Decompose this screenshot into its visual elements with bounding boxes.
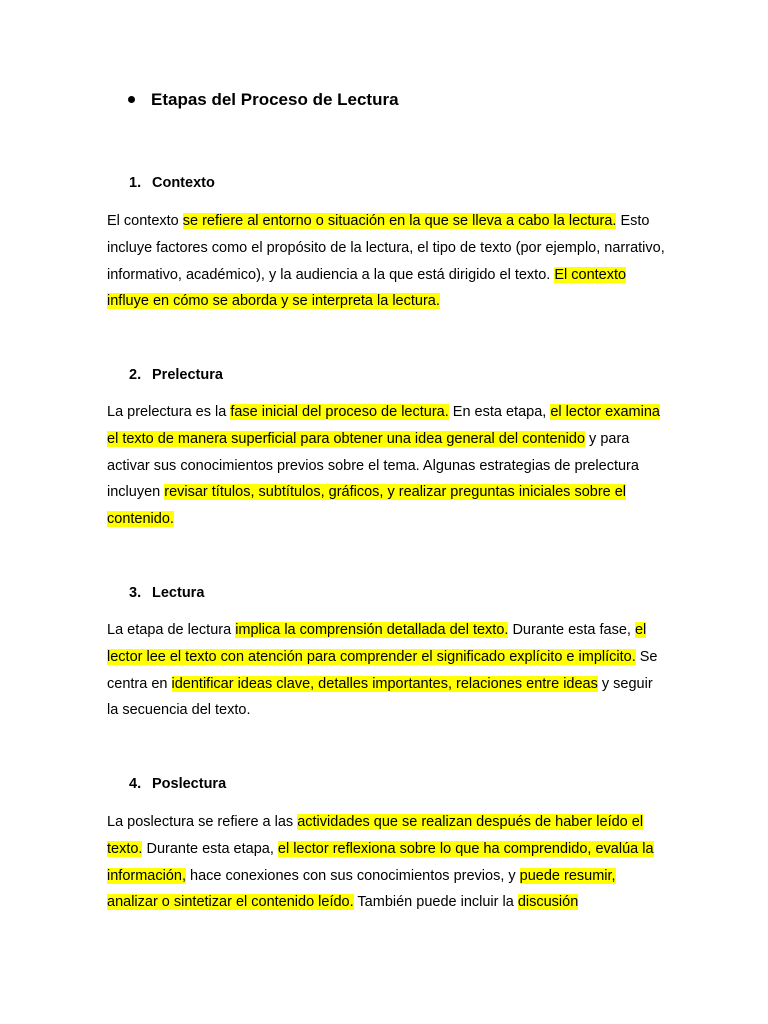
section-number: 4. [129,776,142,792]
section-paragraph [107,809,667,916]
paragraph-text: y para activar sus conocimientos previos sobre el tema. Algunas estrategias de prelectura incluyen [107,430,639,501]
paragraph-text: Se centra en [107,648,658,692]
paragraph-text: El contexto [107,213,183,229]
paragraph-text: La poslectura se refiere a las [107,814,298,830]
highlighted-text: El contexto influye en cómo se aborda y se interpreta la lectura. [107,266,627,310]
highlighted-text: fase inicial del proceso de lectura. [230,404,449,420]
bullet-icon [128,96,135,103]
section-heading [129,367,223,383]
paragraph-text: La prelectura es la [107,404,231,420]
section-paragraph [107,617,667,724]
paragraph-text: Esto incluye factores como el propósito de la lectura, el tipo de texto (por ejemplo, narrativo, informativo, académico), y la audiencia a la que está dirigido el texto. [107,213,665,283]
section-heading [129,585,204,601]
paragraph-text: La etapa de lectura [107,622,236,638]
highlighted-text: puede resumir, analizar o sintetizar el contenido leído. [107,867,616,911]
section-paragraph [107,399,667,533]
highlighted-text: el lector lee el texto con atención para comprender el significado explícito e implícito. [107,622,647,665]
document-title [128,90,399,110]
paragraph-text: y seguir la secuencia del texto. [107,675,653,719]
section-heading [129,776,226,792]
highlighted-text: actividades que se realizan después de haber leído el texto. [107,814,644,857]
section-paragraph [107,208,667,315]
section-title: Poslectura [152,776,227,792]
paragraph-text: En esta etapa, [448,404,551,420]
highlighted-text: el lector reflexiona sobre lo que ha comprendido, evalúa la información, [107,840,654,884]
paragraph-text: hace conexiones con sus conocimientos previos, y [185,867,520,884]
highlighted-text: revisar títulos, subtítulos, gráficos, y realizar preguntas iniciales sobre el contenido. [107,484,627,528]
highlighted-text: se refiere al entorno o situación en la que se lleva a cabo la lectura. [182,213,617,229]
section-number: 1. [129,175,142,191]
section-title: Contexto [152,175,215,191]
paragraph-text: También puede incluir la [353,894,518,911]
highlighted-text: discusión [517,894,579,911]
paragraph-text: Durante esta fase, [508,622,635,638]
highlighted-text: implica la comprensión detallada del texto. [235,622,509,638]
section-number: 3. [129,585,142,601]
section-number: 2. [129,367,142,383]
section-title: Prelectura [152,367,223,383]
highlighted-text: el lector examina el texto de manera superficial para obtener una idea general del contenido [107,404,660,447]
section-title: Lectura [152,585,205,601]
section-heading [129,175,215,191]
paragraph-text: Durante esta etapa, [142,840,278,857]
document-title-text: Etapas del Proceso de Lectura [151,90,399,109]
highlighted-text: identificar ideas clave, detalles importantes, relaciones entre ideas [171,675,598,692]
